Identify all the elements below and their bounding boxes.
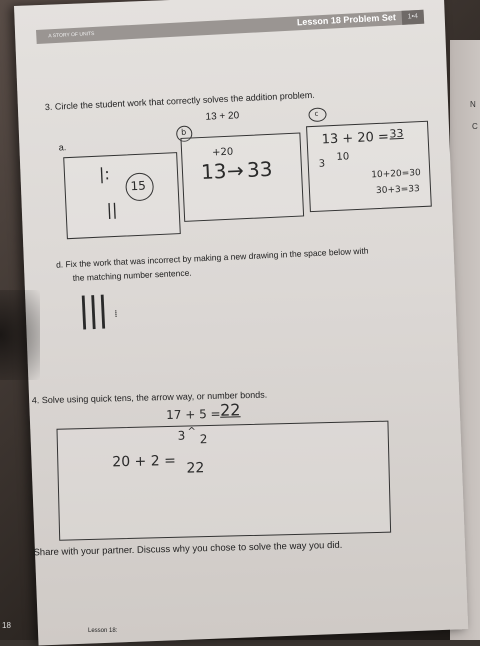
- c-step-1: 10+20=30: [371, 168, 421, 181]
- q3d-prompt-line1: d. Fix the work that was incorrect by making a new drawing in the space below with: [55, 245, 369, 270]
- bond-lines: ^: [187, 426, 197, 438]
- q4-work-answer: 22: [186, 460, 205, 477]
- ones-marks: ⁞: [114, 308, 118, 321]
- tens-sticks: |||: [77, 289, 108, 331]
- c-bond-right: 10: [336, 151, 350, 163]
- c-step-2: 30+3=33: [375, 184, 420, 197]
- start-13: 13: [200, 158, 227, 185]
- lesson-badge: 1•4: [401, 10, 424, 25]
- c-equation: 13 + 20 =: [321, 129, 390, 148]
- part-a-label: a.: [58, 142, 67, 153]
- side-page-text-2: C: [472, 122, 478, 131]
- c-result: 33: [389, 126, 404, 141]
- q4-work-box: [56, 421, 391, 541]
- bond-left: 3: [177, 428, 186, 443]
- q3d-prompt-line2: the matching number sentence.: [72, 267, 192, 283]
- c-bond-left: 3: [318, 158, 326, 170]
- arrow: →: [226, 158, 245, 183]
- bond-right: 2: [199, 432, 208, 447]
- tally-marks-tens: ||: [106, 199, 118, 220]
- q4-work: 20 + 2 =: [112, 452, 177, 471]
- side-page-text-1: N: [470, 100, 476, 109]
- q4-prompt: 4. Solve using quick tens, the arrow way, or number bonds.: [31, 389, 268, 406]
- circled-b: b: [176, 125, 193, 142]
- circled-c: c: [308, 107, 327, 122]
- footer-lesson: Lesson 18:: [88, 628, 118, 634]
- series-label: A STORY OF UNITS: [48, 30, 95, 40]
- answer-a: 15: [130, 178, 147, 194]
- q3-expression: 13 + 20: [205, 110, 240, 123]
- tally-marks-ones: |:: [98, 164, 111, 184]
- arrow-plus-20: +20: [211, 146, 234, 159]
- result-33: 33: [246, 156, 273, 182]
- share-instruction: Share with your partner. Discuss why you chose to solve the way you did.: [33, 539, 343, 559]
- q4-expression: 17 + 5 =: [166, 406, 221, 423]
- q4-answer: 22: [219, 400, 241, 420]
- page-number: 18: [2, 621, 11, 630]
- lesson-title: Lesson 18 Problem Set: [296, 12, 397, 28]
- q3-prompt: 3. Circle the student work that correctly solves the addition problem.: [44, 89, 315, 113]
